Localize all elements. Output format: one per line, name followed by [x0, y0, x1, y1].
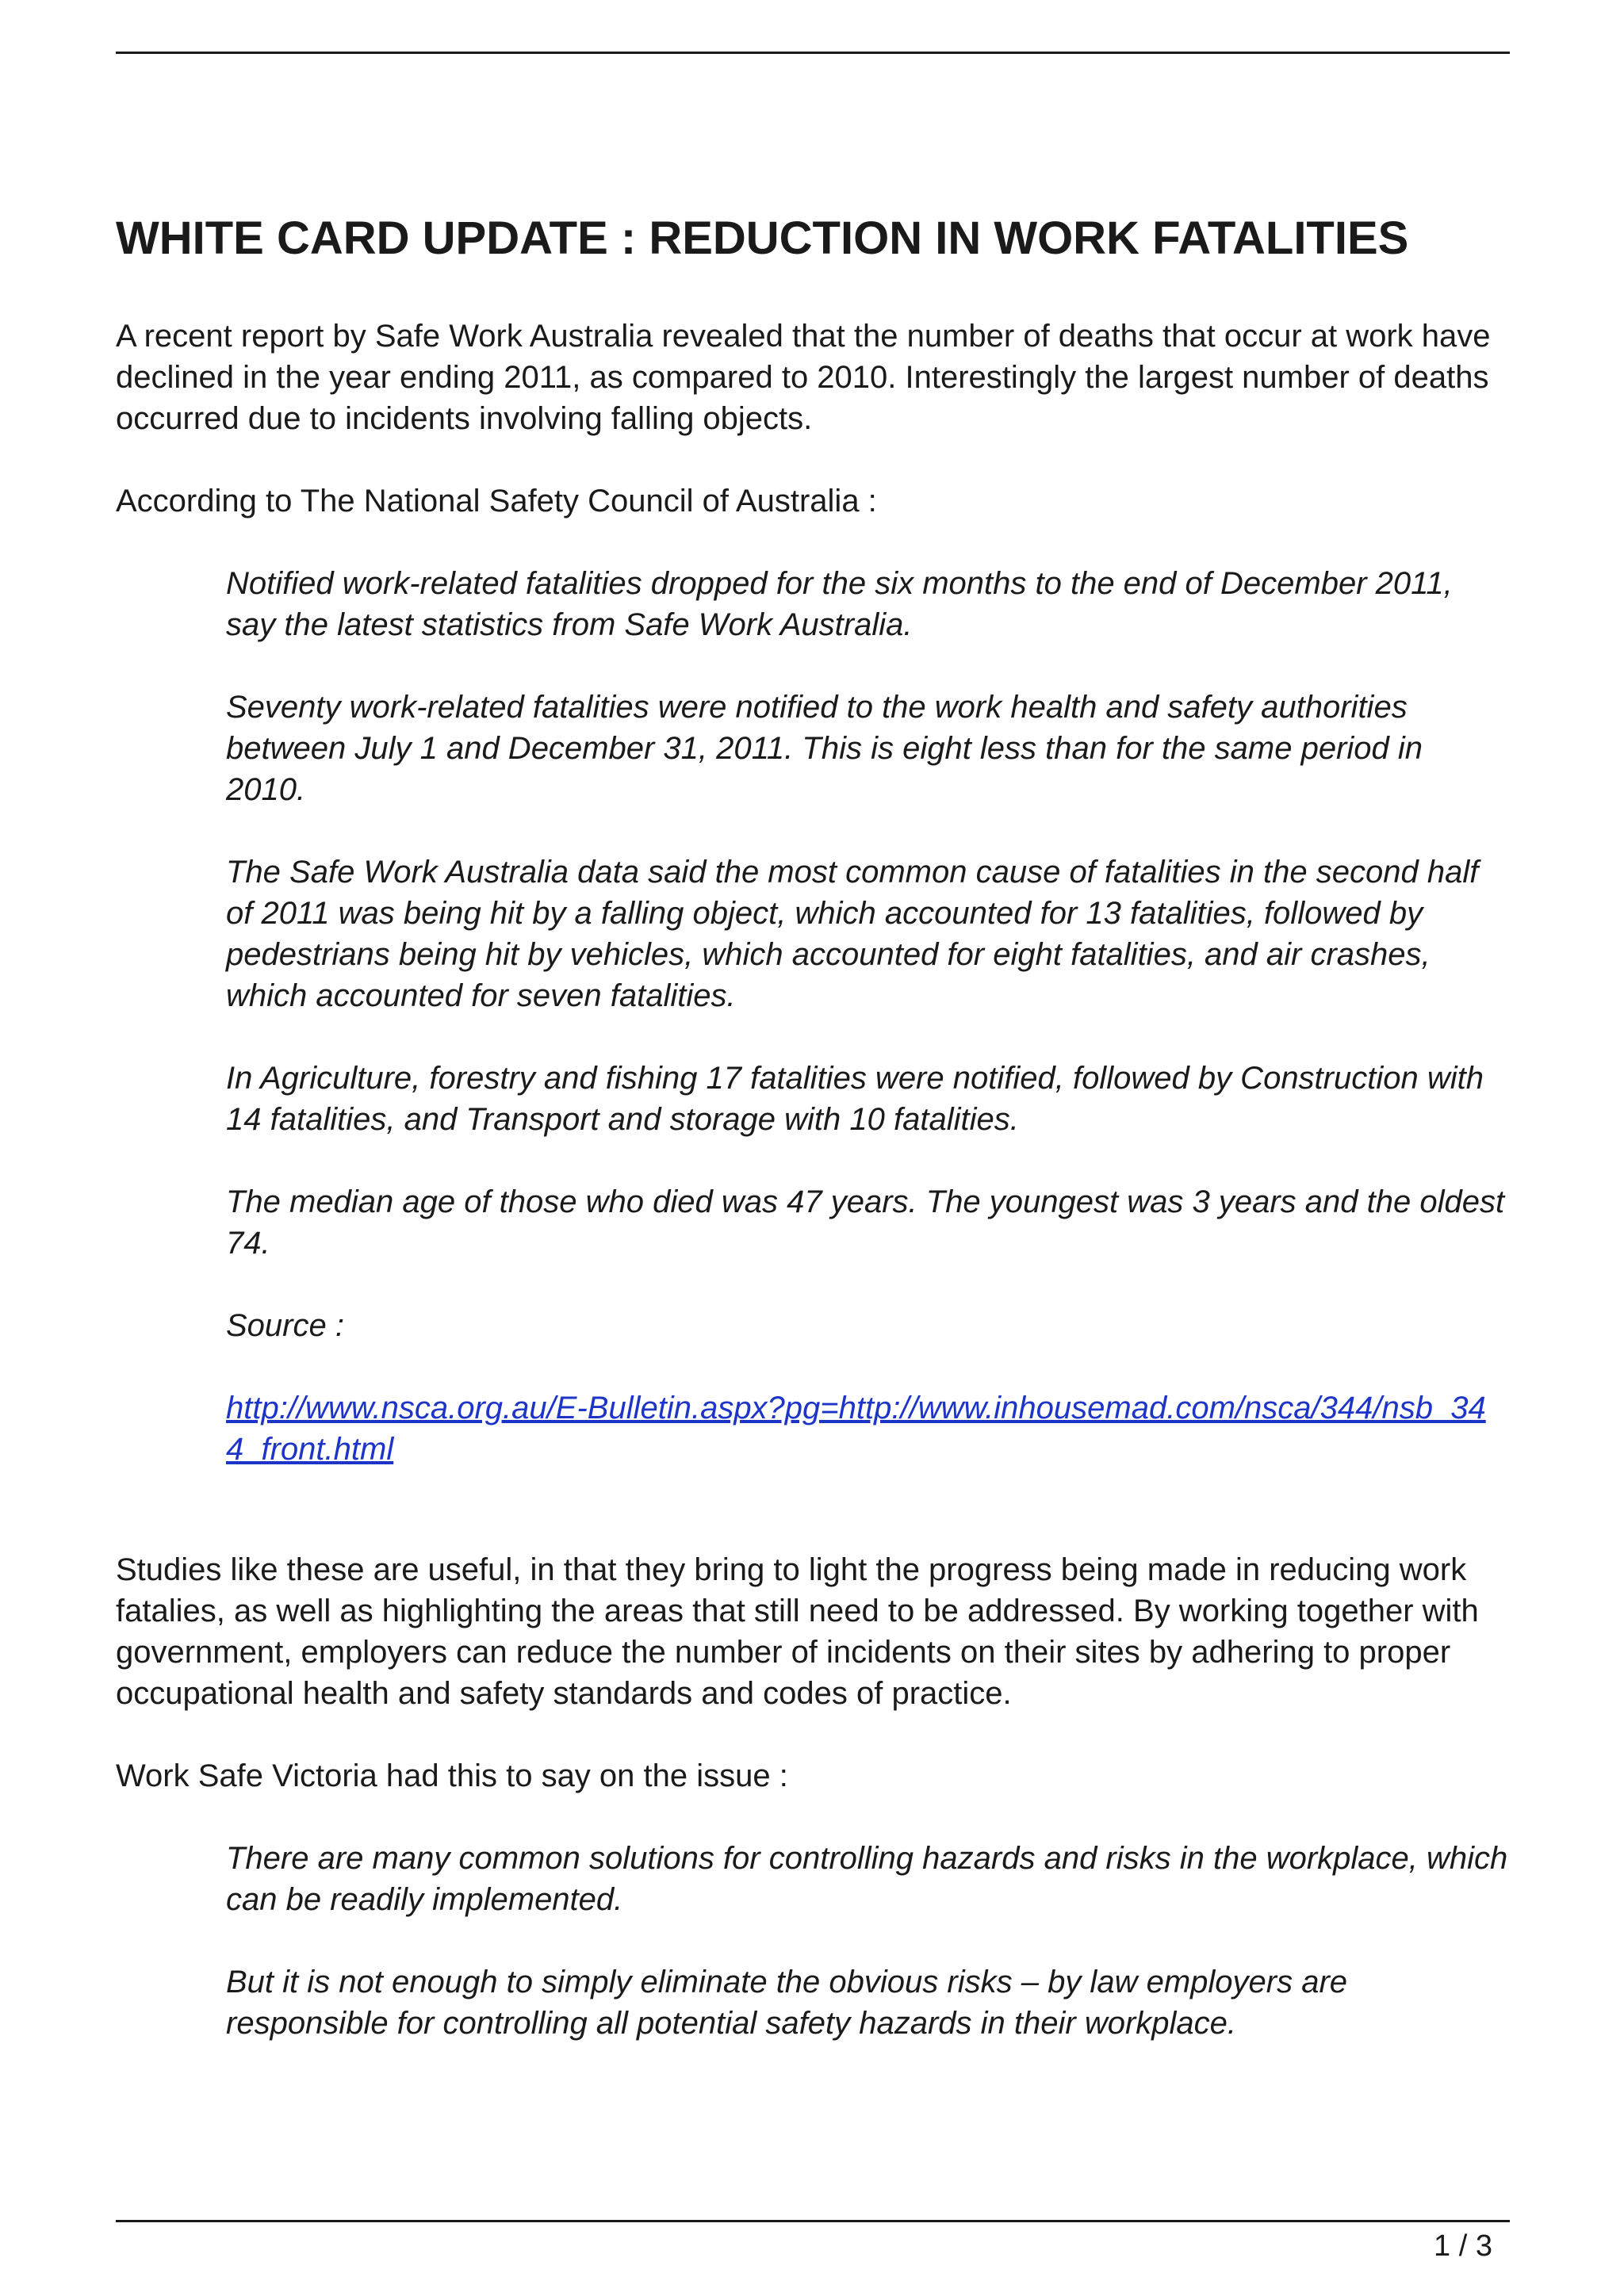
title-block: [116, 208, 1510, 270]
nsca-quote-paragraph: Notified work-related fatalities dropped for the six months to the end of December 2011, say the latest statistics from Safe Work Australia.: [226, 566, 1453, 642]
intro-paragraph: A recent report by Safe Work Australia revealed that the number of deaths that occur at work have declined in the year ending 2011, as compared to 2010. Interestingly the largest number of deaths occurred due to incidents involving falling objects.: [116, 319, 1491, 436]
source-link[interactable]: http://www.nsca.org.au/E-Bulletin.aspx?pg=http://www.inhousemad.com/nsca/344/nsb_344_front.html: [226, 1391, 1486, 1467]
page-title: WHITE CARD UPDATE : REDUCTION IN WORK FATALITIES: [116, 212, 1409, 264]
wsv-quote-paragraph: But it is not enough to simply eliminate the obvious risks – by law employers are responsible for controlling all potential safety hazards in their workplace.: [226, 1965, 1348, 2041]
nsca-quote-paragraph: Seventy work-related fatalities were notified to the work health and safety authorities between July 1 and December 31, 2011. This is eight less than for the same period in 2010.: [226, 690, 1423, 807]
source-link-paragraph: [226, 1387, 1510, 1470]
document-body: [116, 208, 1510, 2085]
nsca-lead-paragraph: According to The National Safety Council of Australia :: [116, 484, 877, 519]
nsca-blockquote: [226, 563, 1510, 1470]
wsv-lead-paragraph: Work Safe Victoria had this to say on the issue :: [116, 1758, 788, 1793]
nsca-quote-paragraph: The median age of those who died was 47 years. The youngest was 3 years and the oldest 74.: [226, 1184, 1505, 1261]
page-number: 1 / 3: [1434, 2229, 1492, 2263]
footer-rule: [116, 2220, 1510, 2222]
wsv-quote-paragraph: There are many common solutions for controlling hazards and risks in the workplace, which can be readily implemented.: [226, 1841, 1508, 1917]
nsca-quote-paragraph: In Agriculture, forestry and fishing 17 fatalities were notified, followed by Construction with 14 fatalities, and Transport and storage with 10 fatalities.: [226, 1061, 1484, 1137]
wsv-blockquote: [226, 1838, 1510, 2044]
header-rule: [116, 52, 1510, 54]
nsca-quote-paragraph: The Safe Work Australia data said the most common cause of fatalities in the second half of 2011 was being hit by a falling object, which accounted for 13 fatalities, followed by pedestrians being hit by vehicles, which accounted for eight fatalities, and air crashes, which accounted for seven fatalities.: [226, 855, 1479, 1013]
studies-paragraph: Studies like these are useful, in that they bring to light the progress being made in reducing work fatalies, as well as highlighting the areas that still need to be addressed. By working together with government, employers can reduce the number of incidents on their sites by adhering to proper occupational health and safety standards and codes of practice.: [116, 1552, 1479, 1711]
source-label: Source :: [226, 1308, 344, 1343]
